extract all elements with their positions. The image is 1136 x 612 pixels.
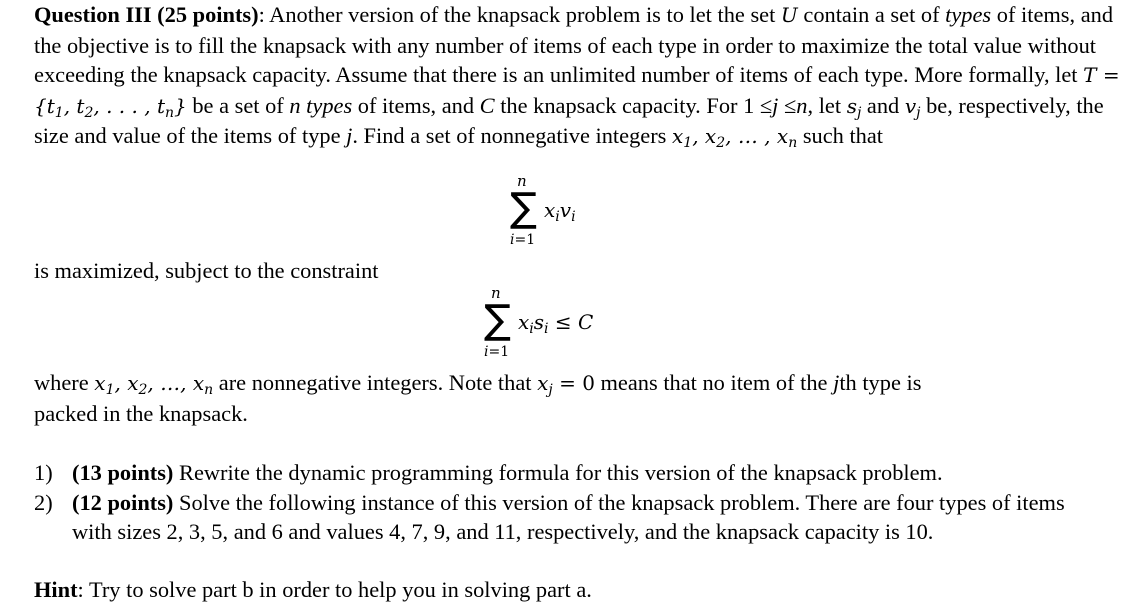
objective-term: $x_iv_i$ <box>544 198 576 225</box>
intro-text-1: : Another version of the knapsack problem is to let the set <box>258 2 781 27</box>
set-u: U <box>780 3 798 27</box>
list-item <box>34 458 1094 488</box>
x-list: $x_1$, $x_2$, … , $x_n$ <box>671 124 798 151</box>
constraint-term: $x_is_i \le C$ <box>518 310 594 337</box>
objective-equation <box>510 172 670 262</box>
types-italic: types <box>300 92 353 118</box>
intro-text-2: contain a set of <box>797 2 946 27</box>
j-variable-2: j <box>346 123 353 148</box>
set-t-eq: = {$t_1$, $t_2$, . . . , $t_n$} <box>34 63 1120 121</box>
part-number: 1) <box>34 460 53 485</box>
intro-text-3: of items, and the objective is to fill the knapsack with any number of items of each type in order to maximize the total value without exceeding the knapsack capacity. Assume that there is an unlimited number of items of each type. More formally, let <box>34 2 1114 87</box>
question-paragraph <box>34 0 1124 152</box>
sum-upper-limit-2: n <box>491 284 501 302</box>
intro-text-6: the knapsack capacity. For 1 ≤ <box>494 92 773 118</box>
sum-lower-limit: i=1 <box>510 232 536 248</box>
where-line-2: packed in the knapsack. <box>34 401 248 426</box>
n-variable-2: n <box>796 92 808 118</box>
intro-text-7: ≤ <box>778 92 797 118</box>
maximized-text: is maximized, subject to the constraint <box>34 258 379 283</box>
intro-text-10: be, respectively, the size and value of the items of type <box>34 92 1104 148</box>
list-item <box>34 488 1094 547</box>
value-variable: $v_j$ <box>904 93 921 121</box>
part-points: (13 points) <box>72 460 174 485</box>
intro-text-8: , let <box>807 92 847 118</box>
intro-text-5: of items, and <box>352 92 480 118</box>
constraint-equation <box>484 284 644 374</box>
j-variable: j <box>772 92 779 118</box>
hint-line <box>34 575 592 605</box>
where-x-list: $x_1$, $x_2$, …, $x_n$ <box>94 371 214 398</box>
summation-symbol-2: ∑ <box>484 297 511 343</box>
size-variable: $s_j$ <box>846 93 862 121</box>
sum-lower-limit-2: i=1 <box>484 344 510 360</box>
intro-text-9: and <box>861 92 905 118</box>
xj-variable: $x_j$ <box>537 371 553 398</box>
n-variable: n <box>289 92 301 118</box>
part-points: (12 points) <box>72 489 174 515</box>
intro-text-11: . Find a set of nonnegative integers <box>352 123 672 148</box>
intro-text-12: such that <box>797 123 884 148</box>
question-heading: Question III (25 points) <box>34 2 259 27</box>
hint-text: : Try to solve part b in order to help you in solving part a. <box>77 577 592 602</box>
intro-text-4: be a set of <box>186 92 290 118</box>
sum-upper-limit: n <box>517 172 527 190</box>
hint-label: Hint <box>34 577 78 602</box>
part-number: 2) <box>34 489 53 515</box>
part-text: Solve the following instance of this version of the knapsack problem. There are four types of items with sizes 2, 3, 5, and 6 and values 4, 7, 9, and 11, respectively, and the knapsack capacity is 10. <box>72 489 1065 544</box>
types-word: types <box>945 2 992 27</box>
part-text: Rewrite the dynamic programming formula for this version of the knapsack problem. <box>173 460 943 485</box>
summation-symbol: ∑ <box>510 185 537 231</box>
capacity-variable: C <box>479 92 495 118</box>
where-line: where $x_1$, $x_2$, …, $x_n$ are nonnegative integers. Note that $x_j = 0$ means that no item of the jth type is <box>34 370 922 398</box>
set-t: T <box>1083 63 1097 87</box>
question-parts-list <box>34 458 1094 547</box>
